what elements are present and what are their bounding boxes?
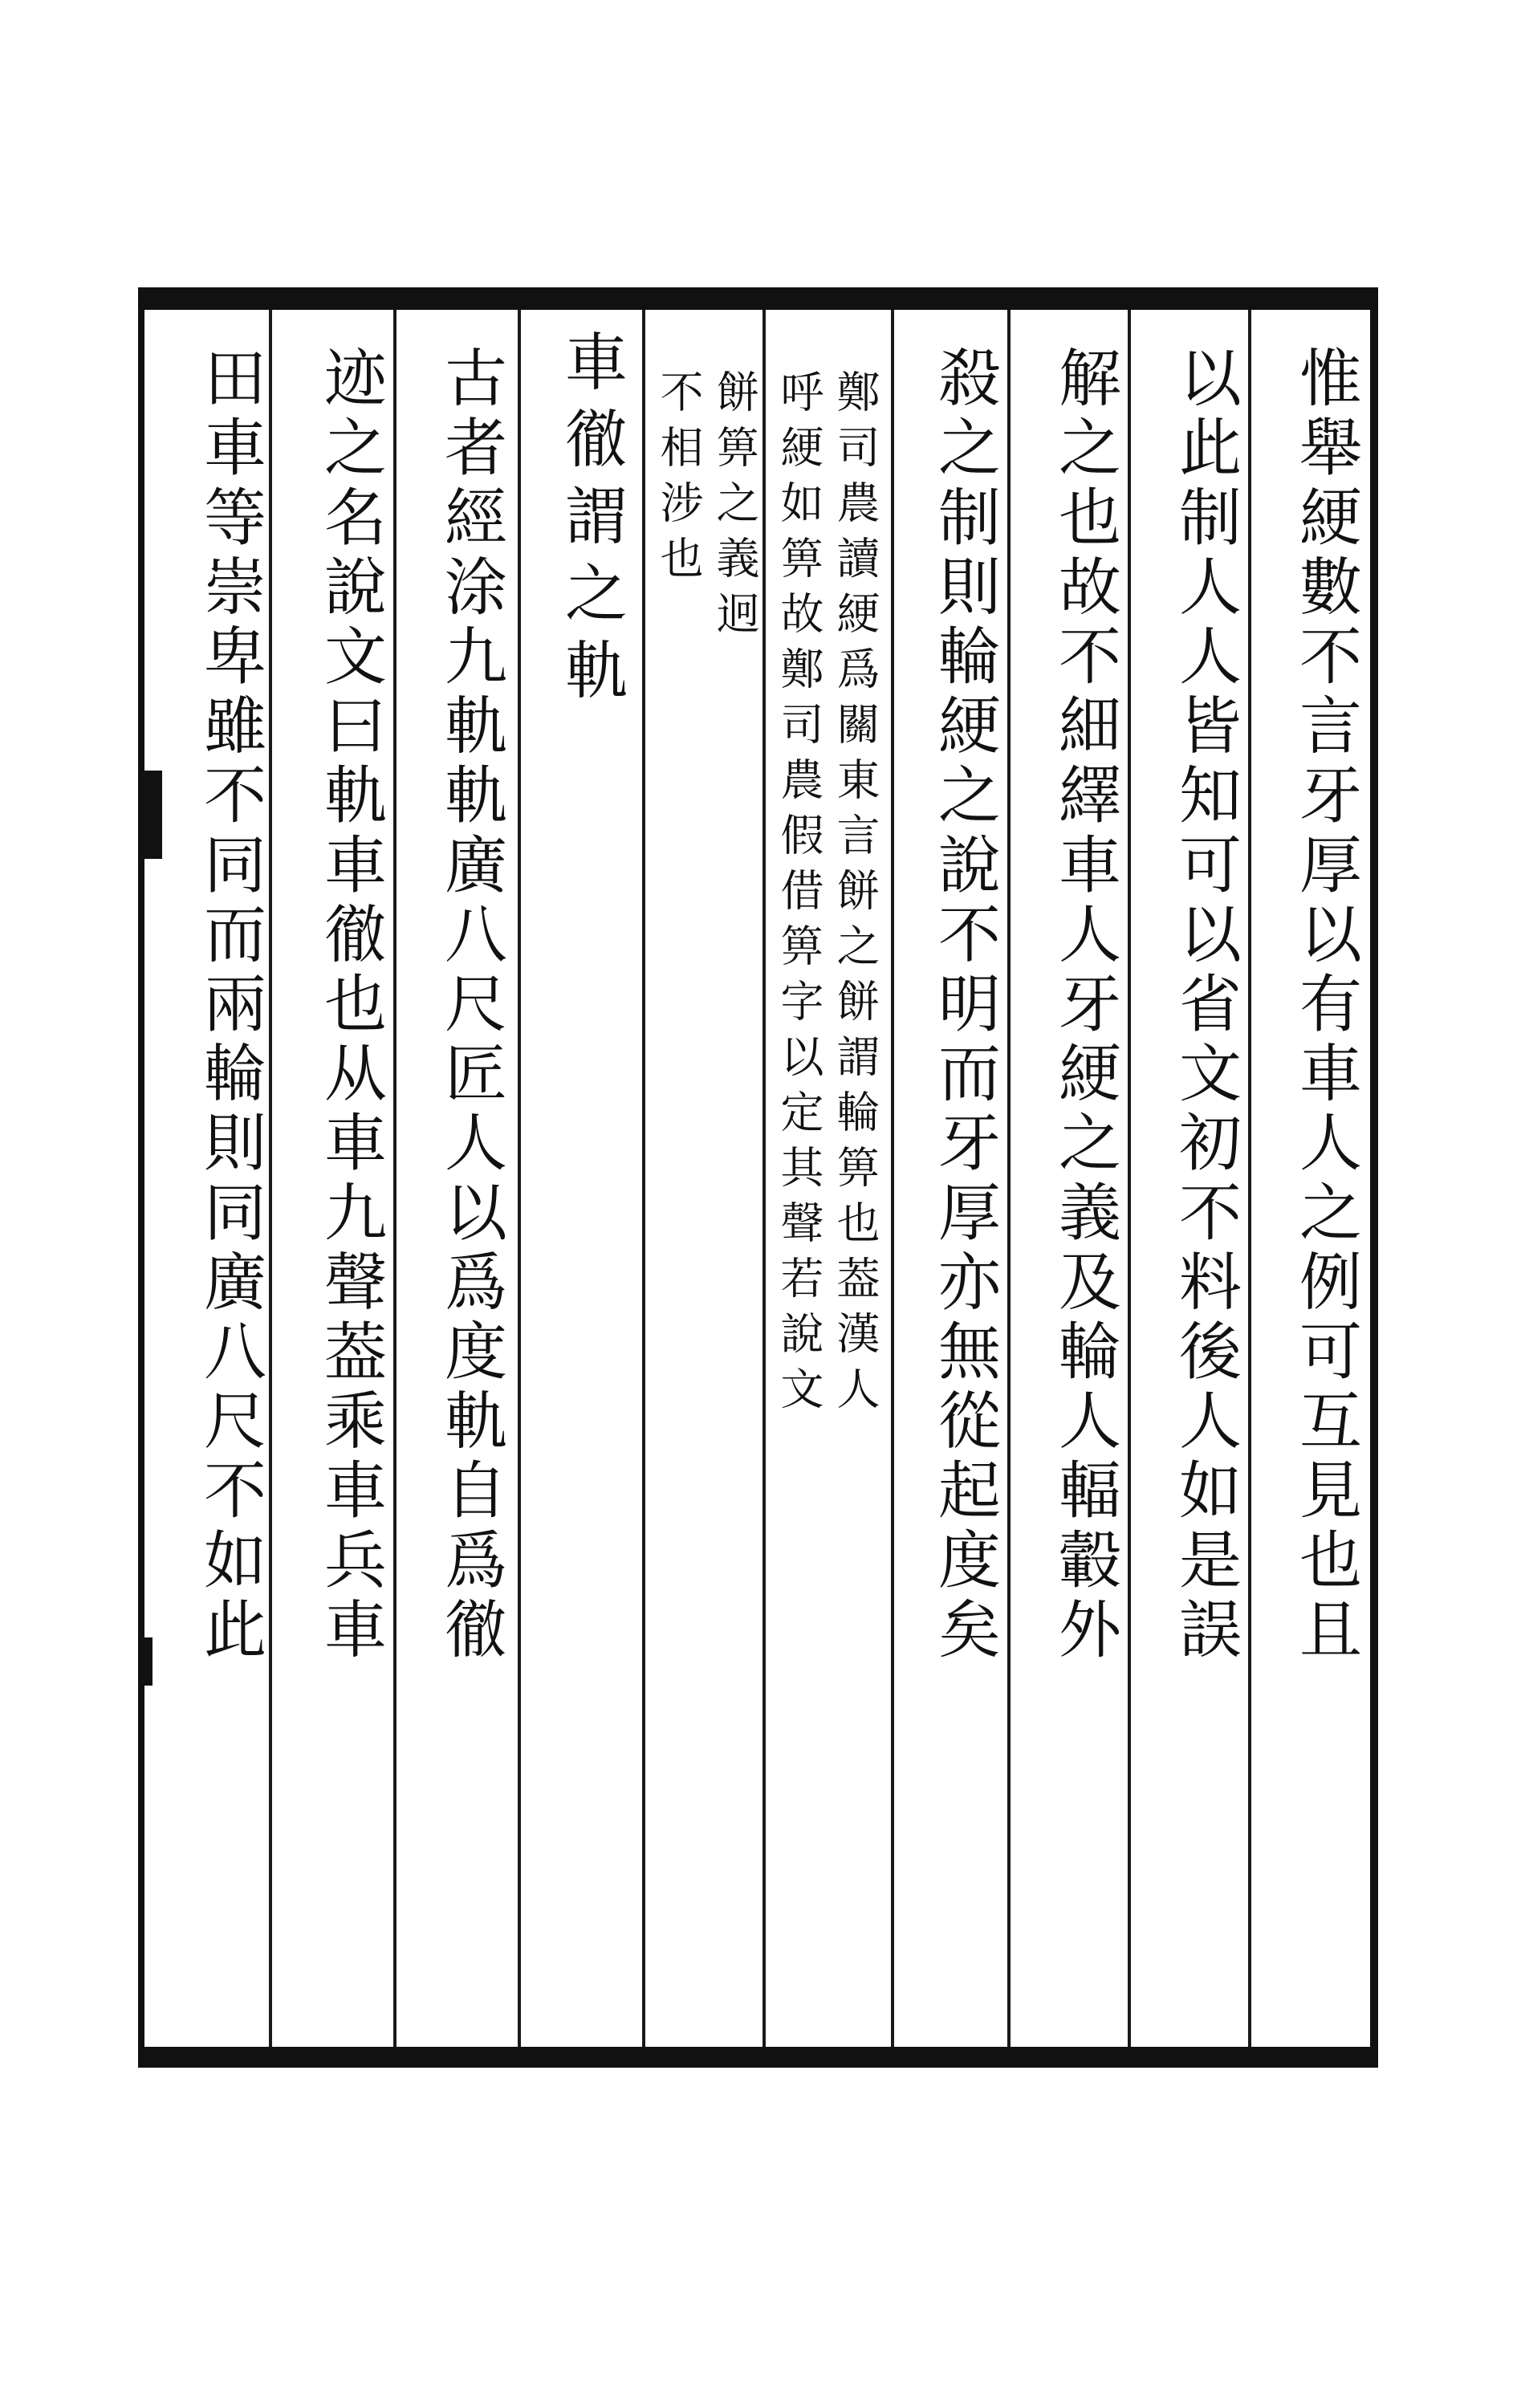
column-rule: [1007, 310, 1011, 2047]
column-rule: [891, 310, 894, 2047]
text-column: 解之也故不細繹車人牙綆之義及輪人輻轂外: [1048, 345, 1120, 1666]
annotation-column: 呼綆如箅故鄭司農假借箅字以定其聲若說文: [774, 369, 824, 1422]
column-rule: [642, 310, 645, 2047]
column-rule: [518, 310, 521, 2047]
column-rule: [762, 310, 766, 2047]
column-rule: [269, 310, 272, 2047]
text-column: 以此制人人皆知可以省文初不料後人如是誤: [1169, 345, 1241, 1666]
text-column: 迹之名說文曰軌車徹也从車九聲葢乘車兵車: [314, 345, 386, 1666]
section-heading: 車徹謂之軌: [555, 329, 627, 714]
text-column: 田車等崇卑雖不同而兩輪則同廣八尺不如此: [193, 345, 266, 1666]
column-rule: [1248, 310, 1251, 2047]
binding-mark: [138, 771, 162, 859]
annotation-column: 不相涉也: [653, 369, 704, 591]
text-column: 惟舉綆數不言牙厚以有車人之例可互見也且: [1289, 345, 1361, 1666]
binding-mark: [138, 1637, 152, 1686]
text-column: 古者經涂九軌軌廣八尺匠人以爲度軌自爲徹: [434, 345, 506, 1666]
annotation-column: 鄭司農讀綆爲關東言餅之餅謂輪箅也葢漢人: [830, 369, 880, 1422]
column-rule: [393, 310, 396, 2047]
text-column: 殺之制則輪綆之說不明而牙厚亦無從起度矣: [928, 345, 1000, 1666]
annotation-column: 餅箅之義迥: [710, 369, 760, 646]
column-rule: [1128, 310, 1131, 2047]
